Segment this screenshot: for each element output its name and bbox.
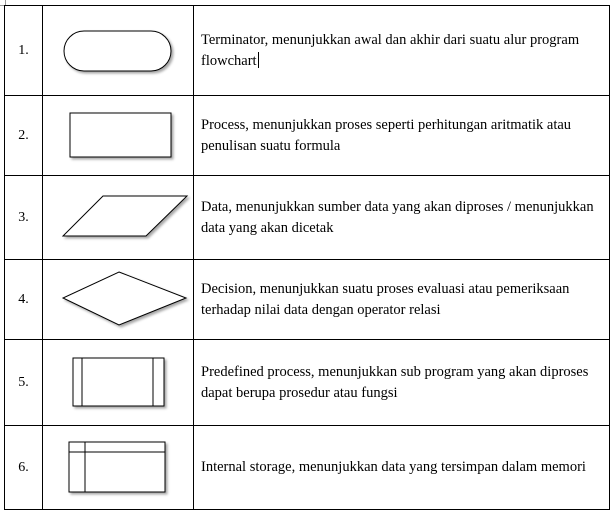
table-row: [5, 426, 610, 510]
terminator-icon: [43, 21, 194, 81]
table-row: [5, 6, 610, 96]
decision-diamond-icon: [43, 269, 194, 331]
row-number: 4.: [5, 260, 43, 340]
table-row: [5, 340, 610, 426]
row-description: Data, menunjukkan sumber data yang akan diproses / menunjukkan data yang akan dicetak: [194, 176, 610, 260]
row-description: Predefined process, menunjukkan sub program yang akan diproses dapat berupa prosedur atau fungsi: [194, 340, 610, 426]
row-number: 5.: [5, 340, 43, 426]
table-row: [5, 96, 610, 176]
row-description: Internal storage, menunjukkan data yang tersimpan dalam memori: [194, 426, 610, 510]
row-number: 1.: [5, 6, 43, 96]
table-row: [5, 176, 610, 260]
row-description: Terminator, menunjukkan awal dan akhir dari suatu alur program flowchart: [201, 31, 580, 69]
row-description: Process, menunjukkan proses seperti perhitungan aritmatik atau penulisan suatu formula: [194, 96, 610, 176]
text-cursor: [258, 52, 259, 68]
internal-storage-icon: [43, 437, 194, 499]
row-description: Decision, menunjukkan suatu proses evaluasi atau pemeriksaan terhadap nilai data dengan operator relasi: [194, 260, 610, 340]
process-rectangle-icon: [43, 106, 194, 166]
row-number: 6.: [5, 426, 43, 510]
data-parallelogram-icon: [43, 188, 194, 248]
row-number: 3.: [5, 176, 43, 260]
predefined-process-icon: [43, 353, 194, 413]
table-row: [5, 260, 610, 340]
flowchart-symbols-table: [4, 5, 610, 510]
row-number: 2.: [5, 96, 43, 176]
